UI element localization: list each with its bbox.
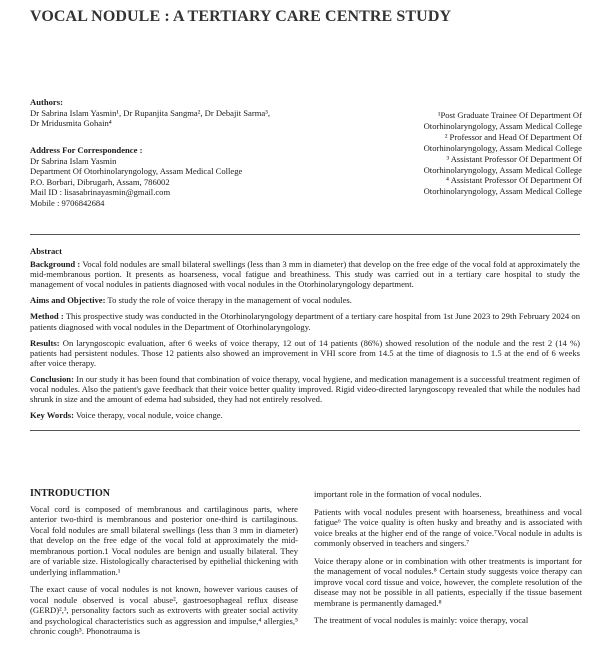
intro-left-column bbox=[30, 489, 298, 644]
abstract-keywords bbox=[30, 410, 580, 420]
correspondence-email[interactable]: Mail ID : lisasabrinayasmin@gmail.com bbox=[30, 187, 171, 198]
aims-label: Aims and Objective: bbox=[30, 295, 106, 306]
keywords-text: Voice therapy, vocal nodule, voice change. bbox=[74, 410, 223, 421]
method-text: This prospective study was conducted in the Otorhinolaryngology department of a tertiary care hospital from 1st June 2023 to 29th February 2024 on patients diagnosed with vocal nodules in the Department of Otorhinolaryngology. bbox=[30, 311, 580, 332]
results-label: Results: bbox=[30, 337, 60, 348]
correspondence-heading: Address For Correspondence : bbox=[30, 145, 143, 155]
affiliation-line: Otorhinolaryngology, Assam Medical College bbox=[423, 142, 582, 153]
intro-paragraph: The treatment of vocal nodules is mainly: voice therapy, vocal bbox=[314, 615, 529, 625]
abstract-background bbox=[30, 259, 580, 289]
background-text: Vocal fold nodules are small bilateral swellings (less than 3 mm in diameter) that develop on the free edge of the vocal fold at approximately the mid-membranous portion. It presents as hoarseness, vocal fatigue and breathiness. This study was carried out in a tertiary care hospital to study the management of vocal nodules in patients diagnosed with vocal nodules in the Otorhinolaryngology department. bbox=[30, 259, 580, 290]
authors-block bbox=[30, 97, 330, 129]
abstract-heading: Abstract bbox=[30, 246, 62, 256]
authors-heading: Authors: bbox=[30, 97, 63, 107]
correspondence-name: Dr Sabrina Islam Yasmin bbox=[30, 155, 117, 166]
affiliation-line: ³ Assistant Professor Of Department Of bbox=[446, 153, 582, 164]
conclusion-label: Conclusion: bbox=[30, 373, 74, 384]
affiliation-line: ² Professor and Head Of Department Of bbox=[444, 131, 582, 142]
conclusion-text: In our study it has been found that combination of voice therapy, vocal hygiene, and medication management is a successful treatment regimen of vocal nodules. Also the patient's gave feedback that their voice better quality improved. Rigid video-directed laryngoscopy revealed that while the nodules had shrunk in size and the amount of edema had subsided, they had not entirely resolved. bbox=[30, 373, 580, 405]
intro-paragraph: The exact cause of vocal nodules is not known, however various causes of vocal nodule observed is vocal abuse², gastroesophageal reflux disease (GERD)²,³, personality factors such as extroverts with greater social activity and psychological characteristics such as aggression and impulse,⁴ allergies,⁵ chronic cough⁵. Phonotrauma is bbox=[30, 584, 298, 636]
correspondence-address: P.O. Borbari, Dibrugarh, Assam, 786002 bbox=[30, 176, 170, 187]
affiliation-line: Otorhinolaryngology, Assam Medical College bbox=[423, 120, 582, 131]
correspondence-block bbox=[30, 145, 330, 209]
abstract-top-divider bbox=[30, 234, 580, 235]
keywords-label: Key Words: bbox=[30, 410, 75, 421]
authors-line-2: Dr Mridusmita Gohain⁴ bbox=[30, 118, 112, 129]
intro-paragraph: Voice therapy alone or in combination with other treatments is important for the management of vocal nodules.⁸ Certain study suggests voice therapy can improve vocal cord tissue and voice, however, the complete resolution of the disease may not be possible in all patients, especially if the tissue basement membrane is permanently damaged.⁸ bbox=[314, 555, 582, 608]
abstract-conclusion bbox=[30, 374, 580, 404]
abstract-results bbox=[30, 338, 580, 368]
authors-line-1: Dr Sabrina Islam Yasmin¹, Dr Rupanjita Sangma², Dr Debajit Sarma³, bbox=[30, 107, 270, 118]
intro-right-column bbox=[314, 489, 582, 633]
affiliation-line: ⁴ Assistant Professor Of Department Of bbox=[446, 175, 582, 186]
affiliation-line: Otorhinolaryngology, Assam Medical College bbox=[423, 164, 582, 175]
affiliations-block bbox=[392, 110, 582, 197]
intro-paragraph: Vocal cord is composed of membranous and cartilaginous parts, where anterior two-third is membranous and posterior one-third is cartilaginous. Vocal fold nodules are small bilateral swellings (less than 3 mm in diameter) that develop on the free edge of the vocal fold at approximately the mid-membranous portion.1 Vocal nodules are benign and usually bilateral. They are of variable size. Histologically characterised by epithelial thickening with underlying inflammation.¹ bbox=[30, 503, 298, 577]
intro-paragraph: important role in the formation of vocal nodules. bbox=[314, 489, 482, 499]
paper-title: VOCAL NODULE : A TERTIARY CARE CENTRE STUDY bbox=[30, 8, 452, 25]
background-label: Background : bbox=[30, 259, 81, 270]
abstract-method bbox=[30, 311, 580, 331]
results-text: On laryngoscopic evaluation, after 6 weeks of voice therapy, 12 out of 14 patients (86%) showed resolution of the nodule and the rest 2 (14 %) patients had persistent nodules. Those 12 patients also showed an improvement in VHI score from 14.5 at the time of diagnosis to 1.5 at the end of 6 weeks after voice therapy. bbox=[30, 337, 580, 368]
affiliation-line: Otorhinolaryngology, Assam Medical College bbox=[423, 186, 582, 197]
correspondence-department: Department Of Otorhinolaryngology, Assam Medical College bbox=[30, 166, 243, 177]
affiliation-line: ¹Post Graduate Trainee Of Department Of bbox=[437, 110, 582, 120]
abstract-section bbox=[30, 246, 580, 426]
method-label: Method : bbox=[30, 311, 64, 322]
abstract-bottom-divider bbox=[30, 430, 580, 431]
introduction-heading: INTRODUCTION bbox=[30, 488, 111, 499]
intro-paragraph: Patients with vocal nodules present with hoarseness, breathiness and vocal fatigue⁶ The voice quality is often husky and breathy and is associated with voice breaks at the higher end of the range of voice.⁷Vocal nodule in adults is commonly observed in teachers and singers.⁷ bbox=[314, 506, 582, 548]
correspondence-phone: Mobile : 9706842684 bbox=[30, 197, 105, 208]
abstract-aims bbox=[30, 295, 580, 305]
aims-text: To study the role of voice therapy in the management of vocal nodules. bbox=[105, 295, 352, 306]
